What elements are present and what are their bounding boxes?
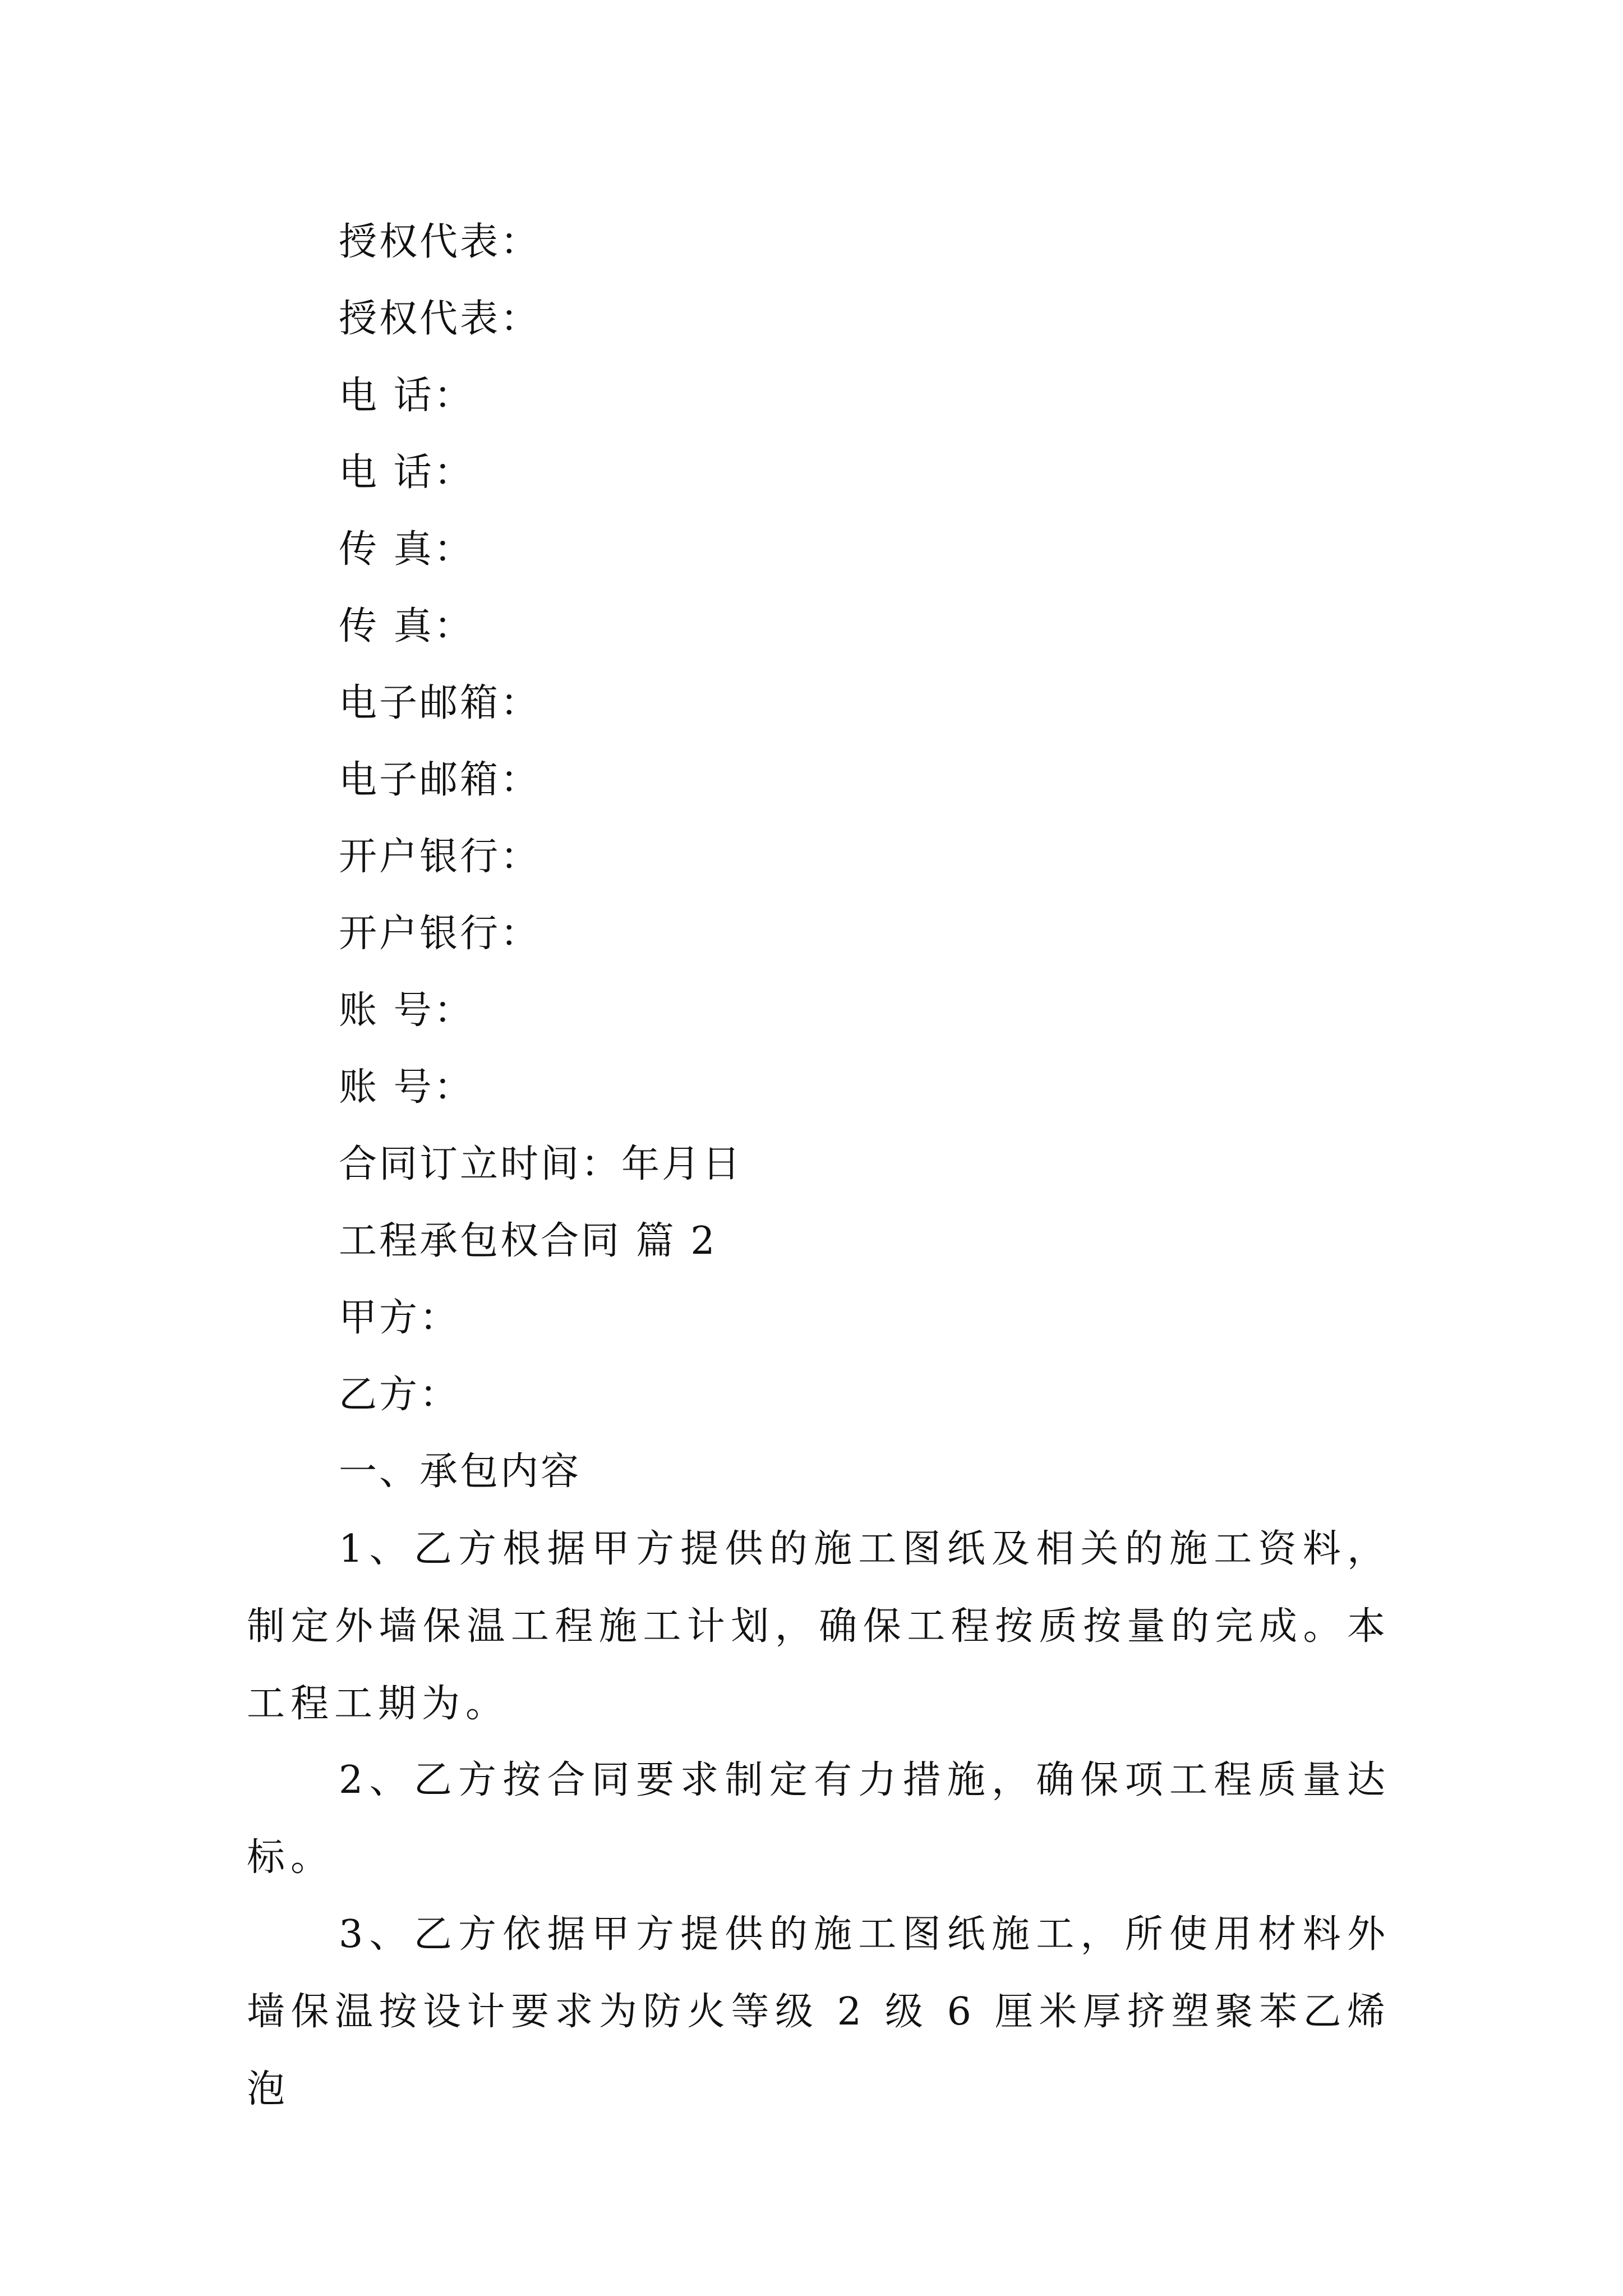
field-authorized-rep-b: 授权代表： bbox=[339, 297, 541, 341]
field-authorized-rep-a: 授权代表： bbox=[339, 220, 541, 264]
field-email-a: 电子邮箱： bbox=[339, 681, 541, 725]
paragraph-3: 3、乙方依据甲方提供的施工图纸施工，所使用材料外墙保温按设计要求为防火等级 2 级 6 厘米厚挤塑聚苯乙烯泡 bbox=[247, 1912, 1391, 2111]
field-phone-a: 电 话： bbox=[339, 374, 474, 418]
field-fax-a: 传 真： bbox=[339, 527, 474, 572]
field-account-b: 账 号： bbox=[339, 1065, 474, 1110]
paragraph-2: 2、乙方按合同要求制定有力措施，确保项工程质量达标。 bbox=[247, 1758, 1391, 1880]
field-email-b: 电子邮箱： bbox=[339, 758, 541, 802]
field-phone-b: 电 话： bbox=[339, 450, 474, 495]
field-fax-b: 传 真： bbox=[339, 604, 474, 648]
field-contract-date: 合同订立时间：年月日 bbox=[339, 1142, 743, 1186]
section-title: 工程承包权合同 篇 2 bbox=[339, 1219, 717, 1263]
field-bank-b: 开户银行： bbox=[339, 912, 541, 956]
field-bank-a: 开户银行： bbox=[339, 835, 541, 879]
paragraph-1: 1、乙方根据甲方提供的施工图纸及相关的施工资料，制定外墙保温工程施工计划，确保工程按质按量的完成。本工程工期为。 bbox=[247, 1527, 1391, 1726]
field-account-a: 账 号： bbox=[339, 988, 474, 1033]
heading-contract-scope: 一、承包内容 bbox=[339, 1450, 582, 1494]
party-a-label: 甲方： bbox=[339, 1296, 460, 1340]
party-b-label: 乙方： bbox=[339, 1373, 460, 1417]
